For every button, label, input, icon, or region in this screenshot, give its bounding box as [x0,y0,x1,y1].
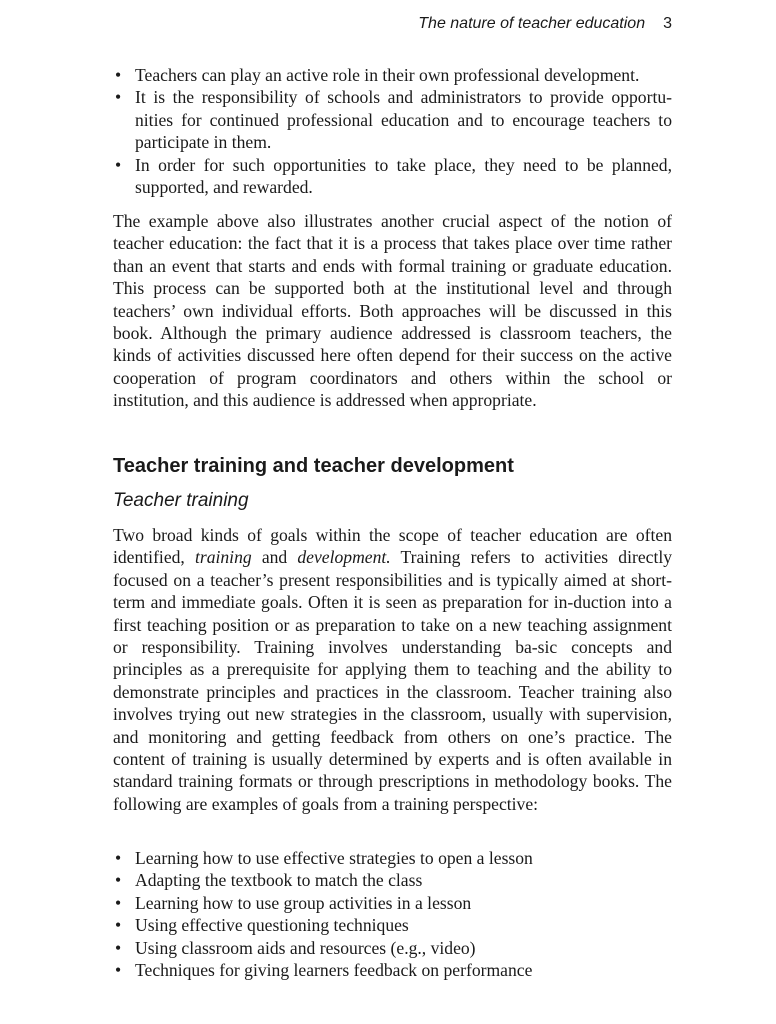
list-item: • In order for such opportunities to take place, they need to be planned, supported, and rewarded. [115,154,672,198]
list-item: • Learning how to use group activities in a lesson [115,892,472,913]
bullet-list-top [113,64,672,198]
paragraph-process: The example above also illustrates another crucial aspect of the notion of teacher education: the fact that it is a process that takes place over time rather than an event that starts and ends with formal training or graduate education. This process can be supported both at the institutional level and through teachers’ own individual efforts. Both approaches will be discussed in this book. Although the primary audience addressed is classroom teachers, the kinds of activities discussed here often depend for their success on the active cooperation of program coordinators and others within the school or institution, and this audience is addressed when appropriate. [113,211,672,411]
list-item: • Adapting the textbook to match the class [115,870,423,891]
bullet-icon: • [115,848,122,868]
list-item: • It is the responsibility of schools and administrators to provide opportu-nities for continued professional education and to encourage teachers to participate in them. [115,87,672,153]
list-item: • Teachers can play an active role in their own professional development. [115,65,640,85]
bullet-icon: • [115,65,122,85]
term-training: training [194,547,252,568]
bullet-icon: • [115,87,122,108]
list-item: • Learning how to use effective strategies to open a lesson [115,848,533,868]
list-item: • Using classroom aids and resources (e.g., video) [115,937,476,958]
list-item: • Techniques for giving learners feedback on performance [115,960,533,981]
bullet-icon: • [115,960,122,981]
running-head-title: The nature of teacher education [418,15,646,32]
bullet-icon: • [115,892,122,913]
subsection-heading: Teacher training [113,490,249,511]
bullet-icon: • [115,937,122,958]
list-item: • Using effective questioning techniques [115,915,409,936]
bullet-list-training-goals [113,847,672,981]
paragraph-training: Two broad kinds of goals within the scope of teacher education are often identified, training and development. Training refers to activities directly focused on a teacher’s present responsibilities and is typically aimed at short-term and immediate goals. Often it is seen as preparation for in-duction into a first teaching position or as preparation to take on a new teaching assignment or responsibility. Training involves understanding ba-sic concepts and principles as a prerequisite for applying them to teaching and the ability to demonstrate principles and practices in the classroom. Teacher training also involves trying out new strategies in the classroom, usually with supervision, and monitoring and getting feedback from others on one’s practice. The content of training is usually determined by experts and is often available in standard training formats or through prescriptions in methodology books. The following are examples of goals from a training perspective: [113,525,673,814]
page-number: 3 [663,15,672,32]
bullet-icon: • [115,870,122,891]
term-development: development. [297,547,391,568]
bullet-icon: • [115,154,122,175]
bullet-icon: • [115,915,122,936]
section-heading: Teacher training and teacher development [113,455,514,477]
running-head [418,15,672,33]
